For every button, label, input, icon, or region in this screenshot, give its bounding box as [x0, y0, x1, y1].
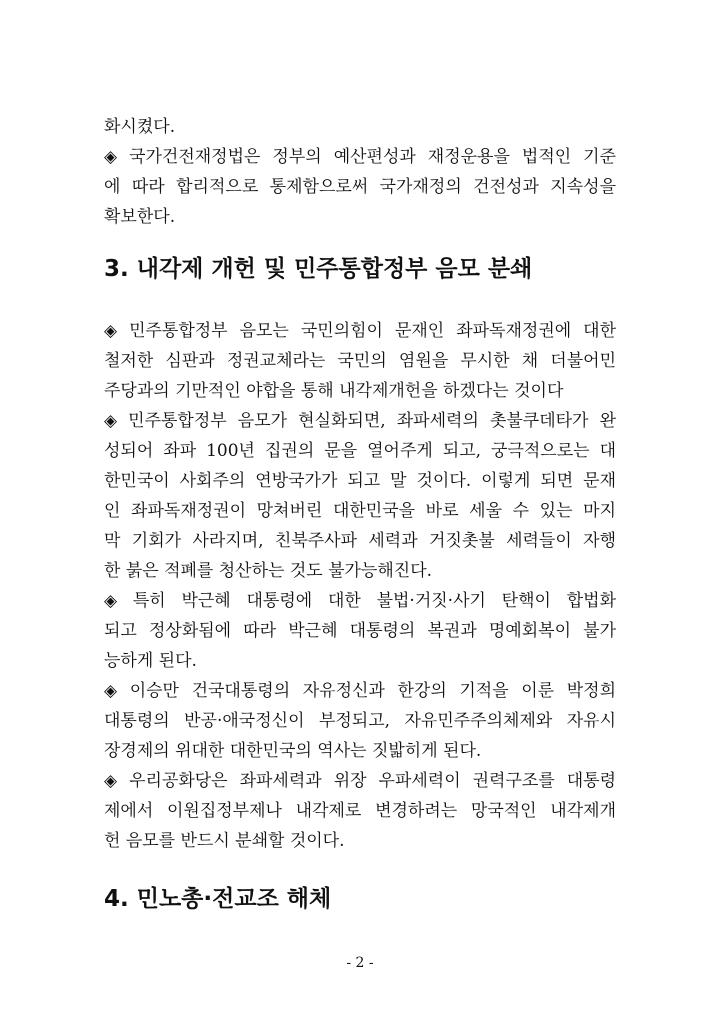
section-3-line-17: 제에서 이원집정부제나 내각제로 변경하려는 망국적인 내각제개 — [104, 801, 616, 821]
intro-line-4: 확보한다. — [104, 207, 176, 227]
intro-line-1: 화시켰다. — [104, 117, 176, 137]
section-3-line-9: 한 붉은 적폐를 청산하는 것도 불가능해진다. — [104, 561, 433, 581]
section-3-line-7: 인 좌파독재정권이 망쳐버린 대한민국을 바로 세울 수 있는 마지 — [104, 501, 616, 521]
section-3-line-1: ◈ 민주통합정부 음모는 국민의힘이 문재인 좌파독재정권에 대한 — [104, 321, 616, 341]
section-3-line-10: ◈ 특히 박근혜 대통령에 대한 불법·거짓·사기 탄핵이 합법화 — [104, 591, 616, 611]
section-3-line-18: 헌 음모를 반드시 분쇄할 것이다. — [104, 831, 345, 851]
section-3-line-8: 막 기회가 사라지며, 친북주사파 세력과 거짓촛불 세력들이 자행 — [104, 531, 616, 551]
section-3-line-14: 대통령의 반공·애국정신이 부정되고, 자유민주주의체제와 자유시 — [104, 711, 616, 731]
intro-line-3: 에 따라 합리적으로 통제함으로써 국가재정의 건전성과 지속성을 — [104, 177, 616, 197]
page-number: - 2 - — [346, 955, 374, 971]
section-4-heading: 4. 민노총·전교조 해체 — [104, 886, 332, 912]
section-3-heading: 3. 내각제 개헌 및 민주통합정부 음모 분쇄 — [104, 256, 533, 282]
section-3-line-12: 능하게 된다. — [104, 651, 197, 671]
section-3-line-16: ◈ 우리공화당은 좌파세력과 위장 우파세력이 권력구조를 대통령 — [104, 771, 616, 791]
section-3-line-6: 한민국이 사회주의 연방국가가 되고 말 것이다. 이렇게 되면 문재 — [104, 471, 616, 491]
section-3-line-15: 장경제의 위대한 대한민국의 역사는 짓밟히게 된다. — [104, 741, 482, 761]
section-3-line-3: 주당과의 기만적인 야합을 통해 내각제개헌을 하겠다는 것이다 — [104, 381, 564, 401]
section-3-line-11: 되고 정상화됨에 따라 박근혜 대통령의 복권과 명예회복이 불가 — [104, 621, 616, 641]
section-3-line-4: ◈ 민주통합정부 음모가 현실화되면, 좌파세력의 촛불쿠데타가 완 — [104, 411, 616, 431]
section-3-line-2: 철저한 심판과 정권교체라는 국민의 염원을 무시한 채 더불어민 — [104, 351, 616, 371]
intro-line-2: ◈ 국가건전재정법은 정부의 예산편성과 재정운용을 법적인 기준 — [104, 147, 616, 167]
section-3-line-13: ◈ 이승만 건국대통령의 자유정신과 한강의 기적을 이룬 박정희 — [104, 681, 616, 701]
section-3-line-5: 성되어 좌파 100년 집권의 문을 열어주게 되고, 궁극적으로는 대 — [104, 441, 616, 461]
